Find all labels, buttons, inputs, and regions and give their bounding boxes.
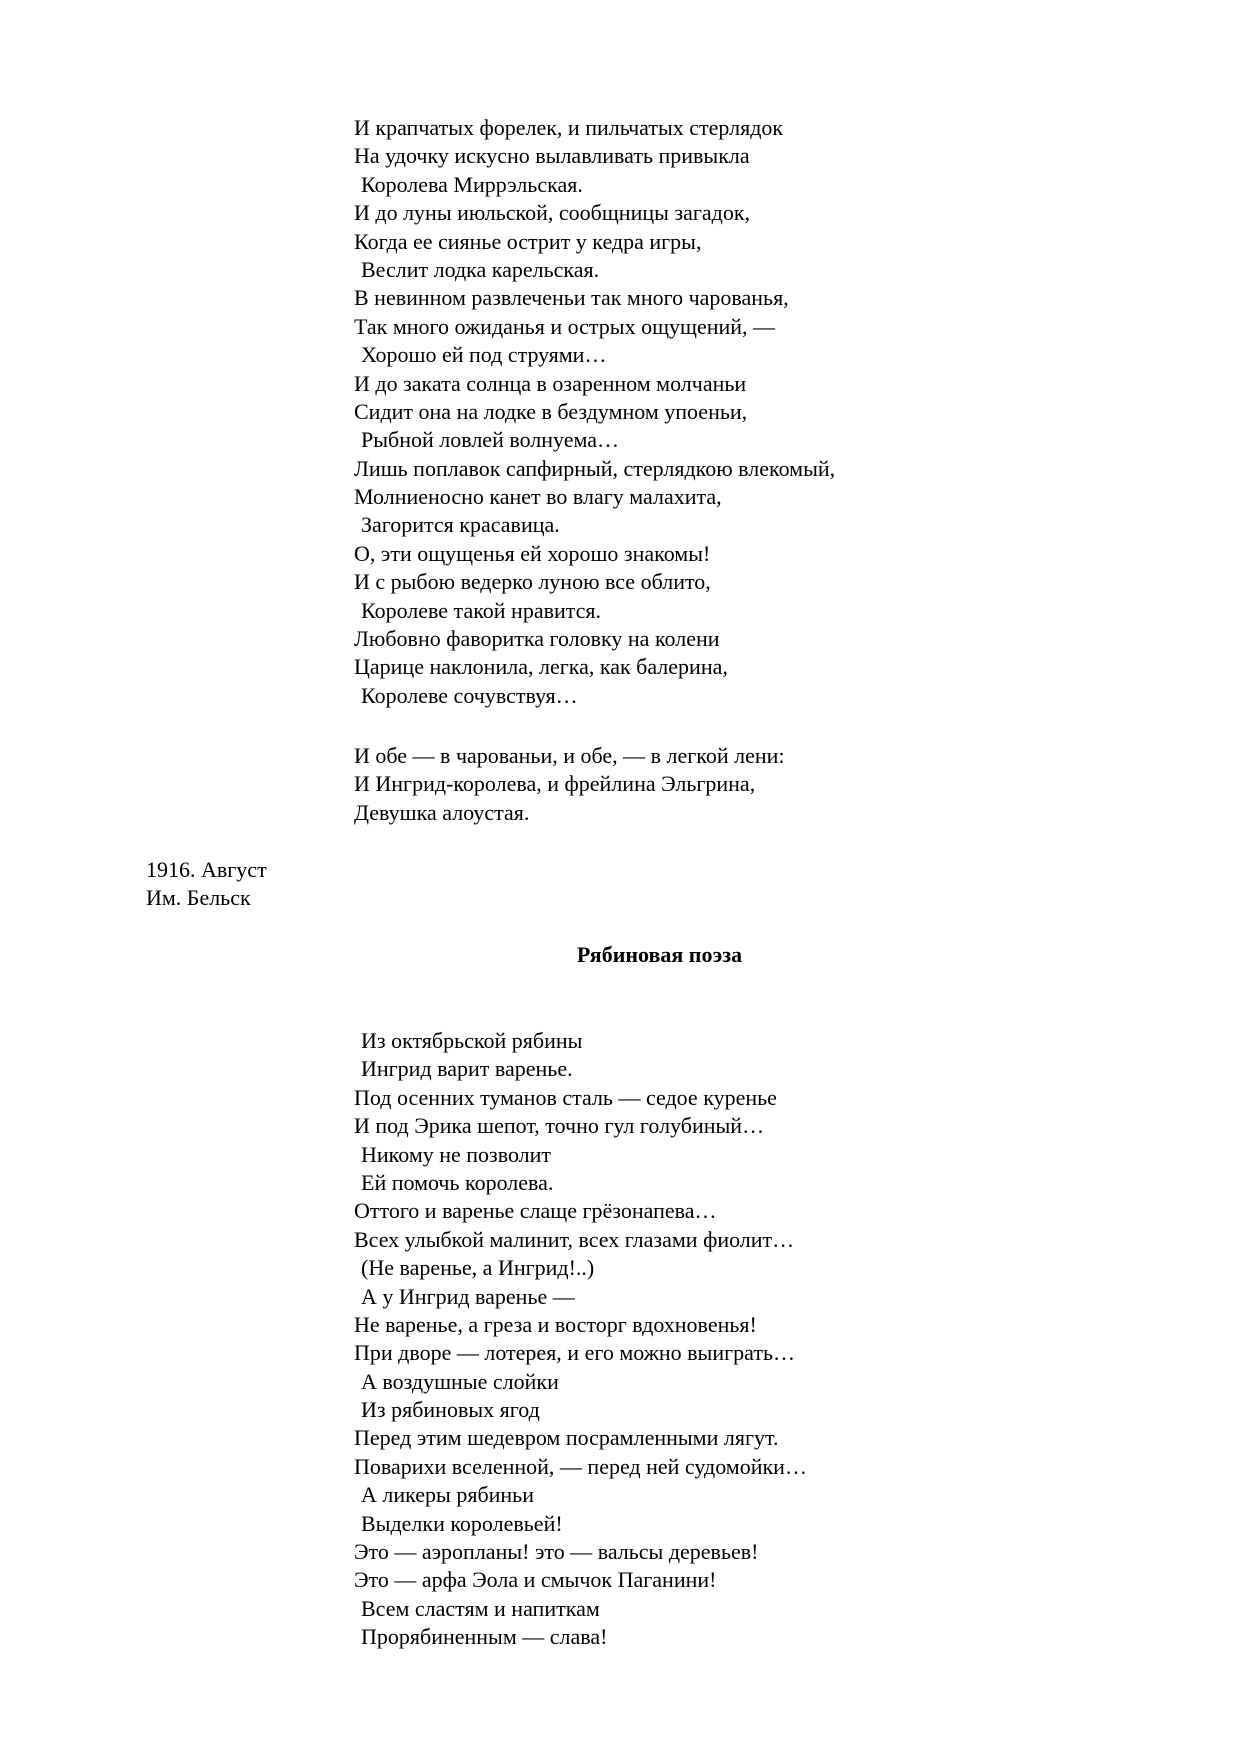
poem-line: И до заката солнца в озаренном молчаньи bbox=[354, 370, 747, 396]
poem-line: Оттого и варенье слаще грёзонапева… bbox=[354, 1198, 717, 1224]
poem-line: Из октябрьской рябины bbox=[361, 1028, 583, 1053]
poem-line: Рыбной ловлей волнуема… bbox=[361, 427, 620, 453]
poem-line: И до луны июльской, сообщницы загадок, bbox=[354, 200, 751, 226]
poem-line: Всем сластям и напиткам bbox=[361, 1595, 600, 1621]
poem-line: Никому не позволит bbox=[361, 1141, 552, 1167]
poem-line: Когда ее сиянье острит у кедра игры, bbox=[354, 228, 702, 254]
poem-line: А у Ингрид варенье — bbox=[361, 1283, 575, 1309]
poem-line: Из рябиновых ягод bbox=[361, 1397, 540, 1423]
poem-line: Прорябиненным — слава! bbox=[361, 1624, 608, 1650]
poem-line: Сидит она на лодке в бездумном упоеньи, bbox=[354, 398, 748, 424]
poem1-stanza-2 bbox=[354, 742, 785, 827]
poem-line: Королева Миррэльская. bbox=[361, 171, 583, 197]
poem-line: Девушка алоустая. bbox=[354, 799, 530, 825]
poem-line: Загорится красавица. bbox=[361, 512, 560, 538]
poem-line: И Ингрид-королева, и фрейлина Эльгрина, bbox=[354, 771, 756, 797]
poem-line: Хорошо ей под струями… bbox=[361, 342, 607, 368]
poem-line: Царице наклонила, легка, как балерина, bbox=[354, 654, 728, 680]
poem-line: Всех улыбкой малинит, всех глазами фиолит… bbox=[354, 1226, 795, 1252]
poem-line: И крапчатых форелек, и пильчатых стерлядок bbox=[354, 115, 784, 140]
poem2-title: Рябиновая поэза bbox=[576, 942, 743, 967]
poem-line: Любовно фаворитка головку на колени bbox=[354, 626, 720, 652]
poem1-dateline bbox=[146, 856, 267, 913]
poem-line: А ликеры рябиньи bbox=[361, 1482, 534, 1508]
poem2-stanza-1 bbox=[354, 1027, 807, 1652]
poem1-place: Им. Бельск bbox=[146, 885, 251, 911]
poem-line: (Не варенье, а Ингрид!..) bbox=[361, 1255, 595, 1281]
poem-line: И с рыбою ведерко луною все облито, bbox=[354, 569, 711, 595]
poem-line: Под осенних туманов сталь — седое куренье bbox=[354, 1084, 777, 1110]
poem-line: Это — аэропланы! это — вальсы деревьев! bbox=[354, 1539, 759, 1565]
poem-line: На удочку искусно вылавливать привыкла bbox=[354, 143, 750, 169]
poem-line: Молниеносно канет во влагу малахита, bbox=[354, 484, 722, 510]
poem-line: Ингрид варит варенье. bbox=[361, 1056, 573, 1082]
poem-line: Так много ожиданья и острых ощущений, — bbox=[354, 313, 776, 339]
poem-line: Это — арфа Эола и смычок Паганини! bbox=[354, 1567, 717, 1593]
poem-line: Выделки королевьей! bbox=[361, 1510, 563, 1536]
poem-line: Лишь поплавок сапфирный, стерлядкою влекомый, bbox=[354, 455, 836, 481]
poem-line: В невинном развлеченьи так много чарованья, bbox=[354, 285, 789, 311]
poem-line: И под Эрика шепот, точно гул голубиный… bbox=[354, 1113, 765, 1139]
poem-line: Поварихи вселенной, — перед ней судомойки… bbox=[354, 1453, 807, 1479]
poem-line: Перед этим шедевром посрамленными лягут. bbox=[354, 1425, 779, 1451]
poem1-stanza-1 bbox=[354, 114, 835, 710]
poem1-date: 1916. Август bbox=[146, 857, 267, 882]
poem-line: Королеве такой нравится. bbox=[361, 597, 602, 623]
poem-line: Не варенье, а греза и восторг вдохновенья! bbox=[354, 1311, 757, 1337]
poem-line: Ей помочь королева. bbox=[361, 1169, 554, 1195]
poem-line: При дворе — лотерея, и его можно выиграть… bbox=[354, 1340, 795, 1366]
poem-line: А воздушные слойки bbox=[361, 1368, 559, 1394]
poem-line: И обе — в чарованьи, и обе, — в легкой лени: bbox=[354, 743, 785, 768]
poem-line: Веслит лодка карельская. bbox=[361, 256, 600, 282]
poem-line: О, эти ощущенья ей хорошо знакомы! bbox=[354, 540, 711, 566]
poem-line: Королеве сочувствуя… bbox=[361, 682, 578, 708]
